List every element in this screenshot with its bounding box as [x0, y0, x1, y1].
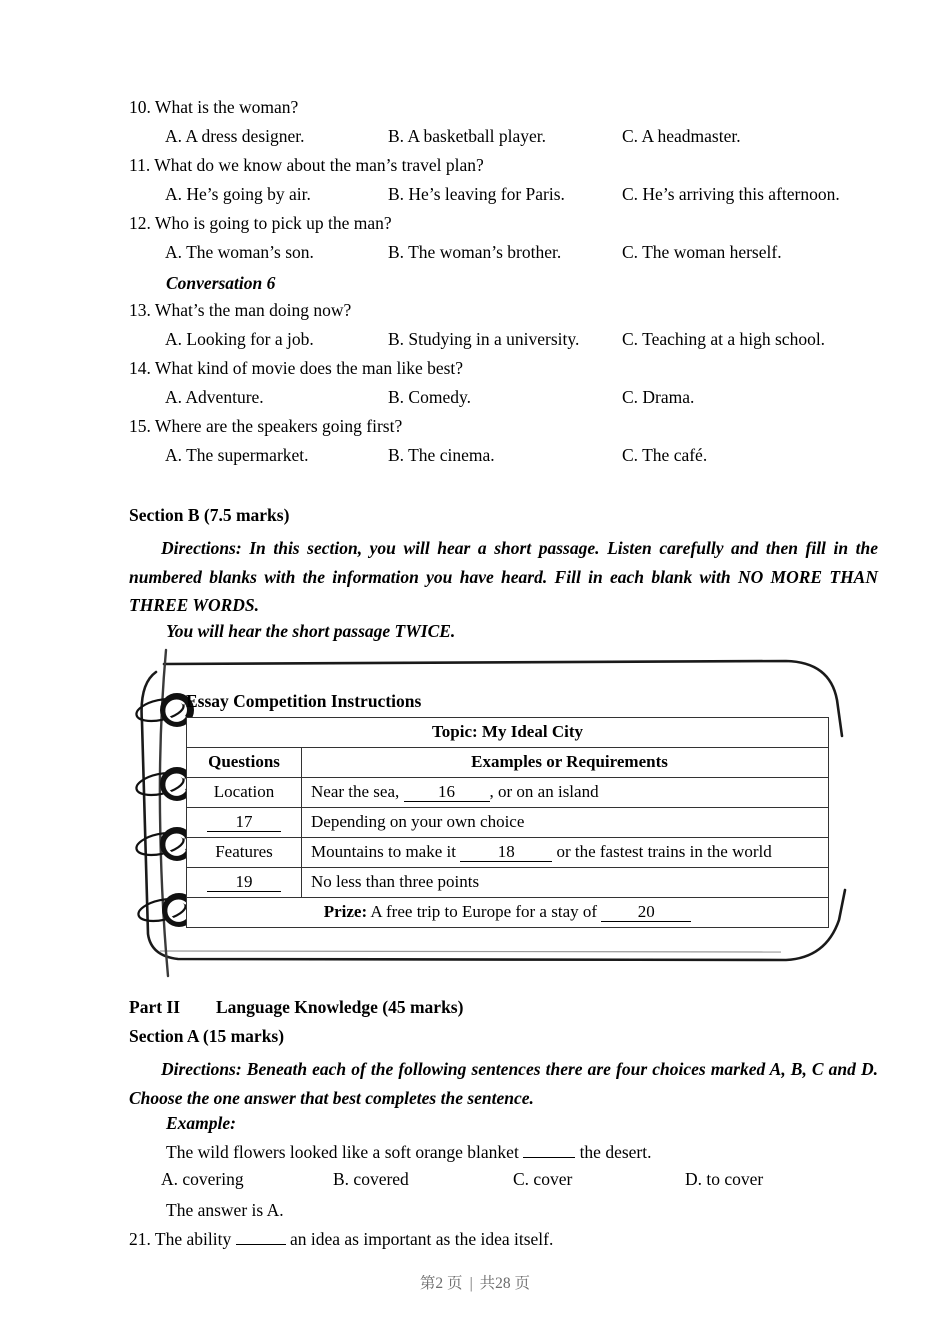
question-21-post: an idea as important as the idea itself.	[285, 1229, 554, 1249]
question-option[interactable]: B. Comedy.	[388, 387, 471, 407]
example-label: Example:	[166, 1113, 236, 1133]
question-stem: 10. What is the woman?	[129, 97, 299, 117]
example-option[interactable]: D. to cover	[685, 1169, 764, 1189]
table-cell-prize	[187, 898, 829, 928]
example-blank[interactable]	[523, 1157, 575, 1158]
table-cell-label: Features	[187, 838, 302, 868]
question-stem: 14. What kind of movie does the man like best?	[129, 358, 464, 378]
page-footer	[0, 1271, 950, 1293]
cell-text-post: or the fastest trains in the world	[552, 842, 772, 861]
question-option[interactable]: B. Studying in a university.	[388, 329, 580, 349]
table-topic-cell: Topic: My Ideal City	[187, 718, 829, 748]
section-a-directions-text: Directions: Beneath each of the following sentences there are four choices marked A, B, C and D. Choose the one answer that best completes the sentence.	[129, 1059, 878, 1108]
table-cell-label	[187, 808, 302, 838]
section-a-heading: Section A (15 marks)	[129, 1026, 285, 1046]
cell-text-post: , or on an island	[489, 782, 599, 801]
section-b-twice-note: You will hear the short passage TWICE.	[166, 621, 456, 641]
question-option[interactable]: B. The woman’s brother.	[388, 242, 562, 262]
section-b-directions-text: Directions: In this section, you will hear a short passage. Listen carefully and then fill in the numbered blanks with the information you have heard. Fill in each blank with NO MORE THAN THREE WORDS.	[129, 538, 878, 615]
cell-text-pre: Near the sea,	[311, 782, 404, 801]
question-21-pre: 21. The ability	[129, 1229, 236, 1249]
question-option[interactable]: B. A basketball player.	[388, 126, 546, 146]
footer-separator: |	[469, 1275, 473, 1292]
section-b-heading: Section B (7.5 marks)	[129, 505, 290, 525]
answer-blank-18[interactable]: 18	[460, 843, 552, 862]
table-row	[187, 868, 829, 898]
question-option[interactable]: C. He’s arriving this afternoon.	[622, 184, 840, 204]
table-row	[187, 778, 829, 808]
question-option[interactable]: A. Adventure.	[165, 387, 264, 407]
section-b-directions	[129, 534, 878, 620]
question-stem: 13. What’s the man doing now?	[129, 300, 352, 320]
spiral-ring	[134, 829, 190, 859]
table-cell-content: No less than three points	[302, 868, 829, 898]
table-row-topic	[187, 718, 829, 748]
table-cell-label	[187, 868, 302, 898]
example-sentence-post: the desert.	[575, 1142, 652, 1162]
table-cell-content	[302, 778, 829, 808]
notepad-title: Essay Competition Instructions	[186, 691, 422, 711]
question-stem: 12. Who is going to pick up the man?	[129, 213, 392, 233]
question-stem: 11. What do we know about the man’s travel plan?	[129, 155, 484, 175]
question-21-blank[interactable]	[236, 1244, 286, 1245]
question-option[interactable]: B. He’s leaving for Paris.	[388, 184, 565, 204]
example-sentence-pre: The wild flowers looked like a soft orange blanket	[166, 1142, 524, 1162]
footer-total-pages: 共28 页	[479, 1275, 531, 1292]
example-answer: The answer is A.	[166, 1200, 284, 1220]
section-a-directions	[129, 1055, 878, 1112]
table-row-prize	[187, 898, 829, 928]
answer-blank-16[interactable]: 16	[404, 783, 490, 802]
part-two-title: Language Knowledge (45 marks)	[216, 997, 464, 1017]
question-option[interactable]: A. The woman’s son.	[165, 242, 314, 262]
question-option[interactable]: A. He’s going by air.	[165, 184, 311, 204]
example-option[interactable]: A. covering	[161, 1169, 244, 1189]
example-option[interactable]: C. cover	[513, 1169, 573, 1189]
question-option[interactable]: C. A headmaster.	[622, 126, 741, 146]
question-option[interactable]: A. Looking for a job.	[165, 329, 314, 349]
example-sentence	[166, 1142, 651, 1163]
table-row-header	[187, 748, 829, 778]
question-option[interactable]: C. The café.	[622, 445, 708, 465]
question-option[interactable]: A. The supermarket.	[165, 445, 309, 465]
table-cell-content: Depending on your own choice	[302, 808, 829, 838]
answer-blank-19[interactable]: 19	[207, 873, 281, 892]
question-option[interactable]: C. The woman herself.	[622, 242, 782, 262]
question-option[interactable]: A. A dress designer.	[165, 126, 305, 146]
answer-blank-17[interactable]: 17	[207, 813, 281, 832]
footer-current-page: 第2 页	[419, 1275, 463, 1292]
question-stem: 15. Where are the speakers going first?	[129, 416, 403, 436]
table-row	[187, 838, 829, 868]
part-two-label: Part II	[129, 997, 181, 1017]
table-header-questions: Questions	[187, 748, 302, 778]
table-row	[187, 808, 829, 838]
prize-label: Prize:	[323, 902, 368, 921]
question-21	[129, 1229, 553, 1250]
conversation-label: Conversation 6	[166, 273, 276, 293]
table-cell-content	[302, 838, 829, 868]
prize-text: A free trip to Europe for a stay of	[367, 902, 602, 921]
answer-blank-20[interactable]: 20	[601, 903, 691, 922]
question-option[interactable]: C. Drama.	[622, 387, 695, 407]
question-option[interactable]: B. The cinema.	[388, 445, 495, 465]
table-cell-label: Location	[187, 778, 302, 808]
question-option[interactable]: C. Teaching at a high school.	[622, 329, 826, 349]
example-option[interactable]: B. covered	[333, 1169, 409, 1189]
cell-text-pre: Mountains to make it	[311, 842, 461, 861]
table-header-examples: Examples or Requirements	[302, 748, 829, 778]
spiral-ring	[136, 895, 192, 925]
essay-competition-table	[186, 717, 829, 928]
